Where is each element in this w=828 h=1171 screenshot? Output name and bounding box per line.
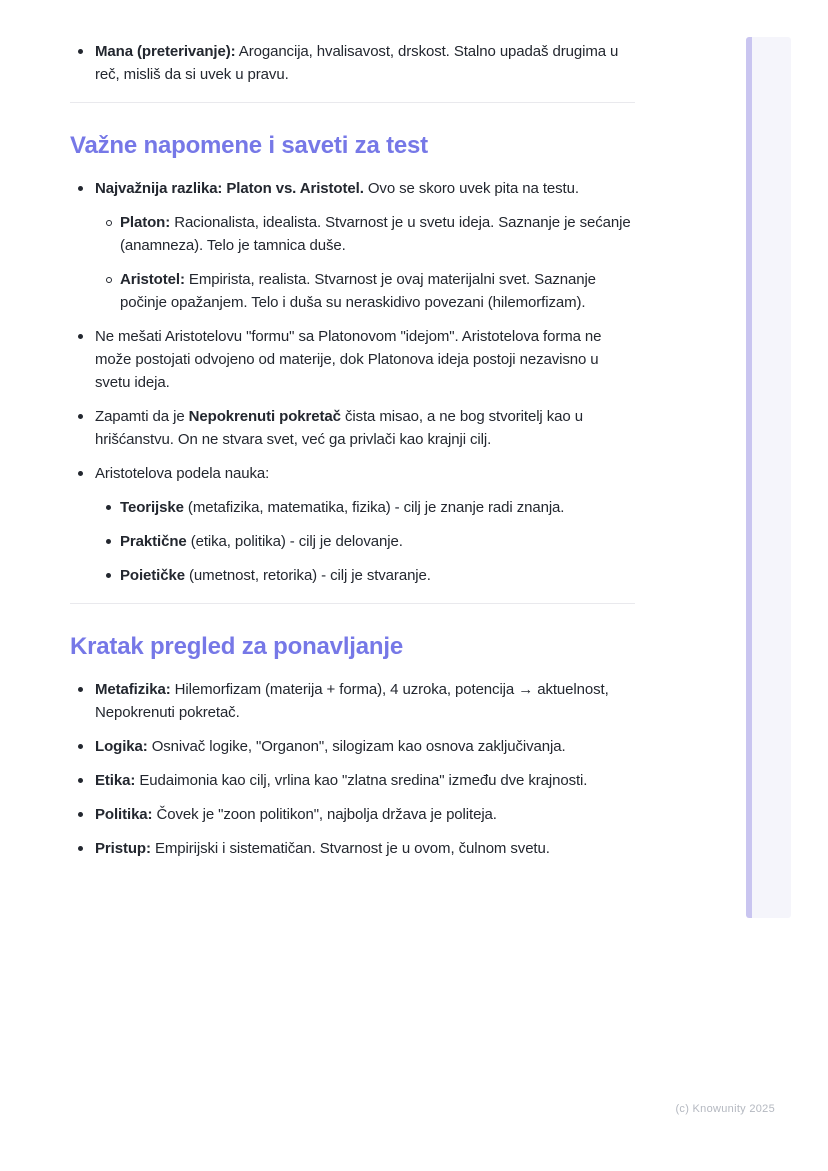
list-item-text bbox=[95, 465, 269, 482]
text-run: Hilemorfizam (materija + forma), 4 uzroka, potencija → aktuelnost, Nepokrenuti pokretač. bbox=[95, 681, 609, 721]
list-item-text bbox=[120, 499, 564, 516]
section-heading: Kratak pregled za ponavljanje bbox=[70, 633, 403, 660]
text-run: Empirijski i sistematičan. Stvarnost je u ovom, čulnom svetu. bbox=[150, 840, 550, 857]
text-run-bold: Metafizika: bbox=[95, 681, 171, 698]
list-item-text bbox=[120, 271, 596, 311]
text-run-bold: Platon: bbox=[120, 214, 171, 231]
bullet-disc-icon bbox=[106, 573, 111, 578]
list-item bbox=[70, 678, 635, 724]
list-item bbox=[70, 803, 635, 826]
text-run-bold: Najvažnija razlika: Platon vs. Aristotel. bbox=[95, 180, 364, 197]
list-item-text bbox=[95, 43, 618, 83]
list-item bbox=[70, 177, 635, 200]
bullet-disc-icon bbox=[78, 687, 83, 692]
text-run: Aristotelova podela nauka: bbox=[95, 465, 270, 482]
text-run-bold: Pristup: bbox=[95, 840, 151, 857]
list-item bbox=[70, 325, 635, 394]
list-item-text bbox=[120, 533, 403, 550]
list-item-text bbox=[120, 214, 631, 254]
section-divider bbox=[70, 603, 635, 604]
text-run-bold: Poietičke bbox=[120, 567, 185, 584]
bullet-disc-icon bbox=[78, 846, 83, 851]
list-item bbox=[70, 268, 635, 314]
list-item bbox=[70, 735, 635, 758]
list-item-text bbox=[95, 328, 601, 391]
text-run: (umetnost, retorika) - cilj je stvaranje. bbox=[184, 567, 431, 584]
bullet-list bbox=[70, 678, 635, 860]
bullet-disc-icon bbox=[78, 334, 83, 339]
scroll-track[interactable] bbox=[746, 37, 791, 918]
list-item-text bbox=[95, 840, 550, 857]
bullet-disc-icon bbox=[106, 539, 111, 544]
text-run: Empirista, realista. Stvarnost je ovaj materijalni svet. Saznanje počinje opažanjem. Telo i duša su neraskidivo povezani (hilemorfizam). bbox=[120, 271, 596, 311]
list-item-text bbox=[95, 806, 497, 823]
text-run: Ne mešati Aristotelovu "formu" sa Platonovom "idejom". Aristotelova forma ne može postojati odvojeno od materije, dok Platonova ideja postoji nezavisno u svetu ideja. bbox=[95, 328, 602, 391]
text-run-bold: Politika: bbox=[95, 806, 153, 823]
text-run-bold: Nepokrenuti pokretač bbox=[188, 408, 341, 425]
list-item bbox=[70, 496, 635, 519]
text-run: Eudaimonia kao cilj, vrlina kao "zlatna sredina" između dve krajnosti. bbox=[135, 772, 588, 789]
text-run: Racionalista, idealista. Stvarnost je u svetu ideja. Saznanje je sećanje (anamneza). Telo je tamnica duše. bbox=[120, 214, 631, 254]
list-item bbox=[70, 837, 635, 860]
list-item-text bbox=[95, 408, 583, 448]
bullet-disc-icon bbox=[78, 471, 83, 476]
bullet-list bbox=[70, 177, 635, 587]
list-item bbox=[70, 769, 635, 792]
list-item bbox=[70, 405, 635, 451]
list-item bbox=[70, 530, 635, 553]
text-run-bold: Etika: bbox=[95, 772, 136, 789]
copyright-footer: (c) Knowunity 2025 bbox=[675, 1103, 775, 1115]
bullet-circle-icon bbox=[106, 220, 112, 226]
text-run: (etika, politika) - cilj je delovanje. bbox=[186, 533, 403, 550]
bullet-circle-icon bbox=[106, 277, 112, 283]
text-run: čista misao, a ne bog stvoritelj kao u hrišćanstvu. On ne stvara svet, već ga privlači kao krajnji cilj. bbox=[95, 408, 583, 448]
text-run: Čovek je "zoon politikon", najbolja država je politeja. bbox=[152, 806, 497, 823]
section-heading: Važne napomene i saveti za test bbox=[70, 132, 428, 159]
text-run-bold: Logika: bbox=[95, 738, 148, 755]
list-item bbox=[70, 564, 635, 587]
bullet-disc-icon bbox=[78, 414, 83, 419]
text-run: Osnivač logike, "Organon", silogizam kao osnova zaključivanja. bbox=[147, 738, 566, 755]
text-run-bold: Mana (preterivanje): bbox=[95, 43, 236, 60]
list-item bbox=[70, 211, 635, 257]
text-run-bold: Aristotel: bbox=[120, 271, 185, 288]
list-item-text bbox=[95, 681, 609, 721]
section-divider bbox=[70, 102, 635, 103]
bullet-disc-icon bbox=[78, 186, 83, 191]
text-run: Zapamti da je bbox=[95, 408, 189, 425]
list-item-text bbox=[120, 567, 431, 584]
bullet-disc-icon bbox=[78, 744, 83, 749]
bullet-disc-icon bbox=[78, 778, 83, 783]
list-item-text bbox=[95, 738, 566, 755]
list-item bbox=[70, 40, 635, 86]
list-item-text bbox=[95, 772, 587, 789]
list-item bbox=[70, 462, 635, 485]
text-run: Arogancija, hvalisavost, drskost. Stalno upadaš drugima u reč, misliš da si uvek u pravu. bbox=[95, 43, 619, 83]
document-content bbox=[70, 40, 635, 871]
text-run-bold: Praktične bbox=[120, 533, 187, 550]
bullet-disc-icon bbox=[78, 49, 83, 54]
list-item-text bbox=[95, 180, 579, 197]
text-run-bold: Teorijske bbox=[120, 499, 184, 516]
text-run: Ovo se skoro uvek pita na testu. bbox=[363, 180, 579, 197]
bullet-disc-icon bbox=[78, 812, 83, 817]
text-run: (metafizika, matematika, fizika) - cilj je znanje radi znanja. bbox=[183, 499, 565, 516]
bullet-disc-icon bbox=[106, 505, 111, 510]
bullet-list bbox=[70, 40, 635, 86]
